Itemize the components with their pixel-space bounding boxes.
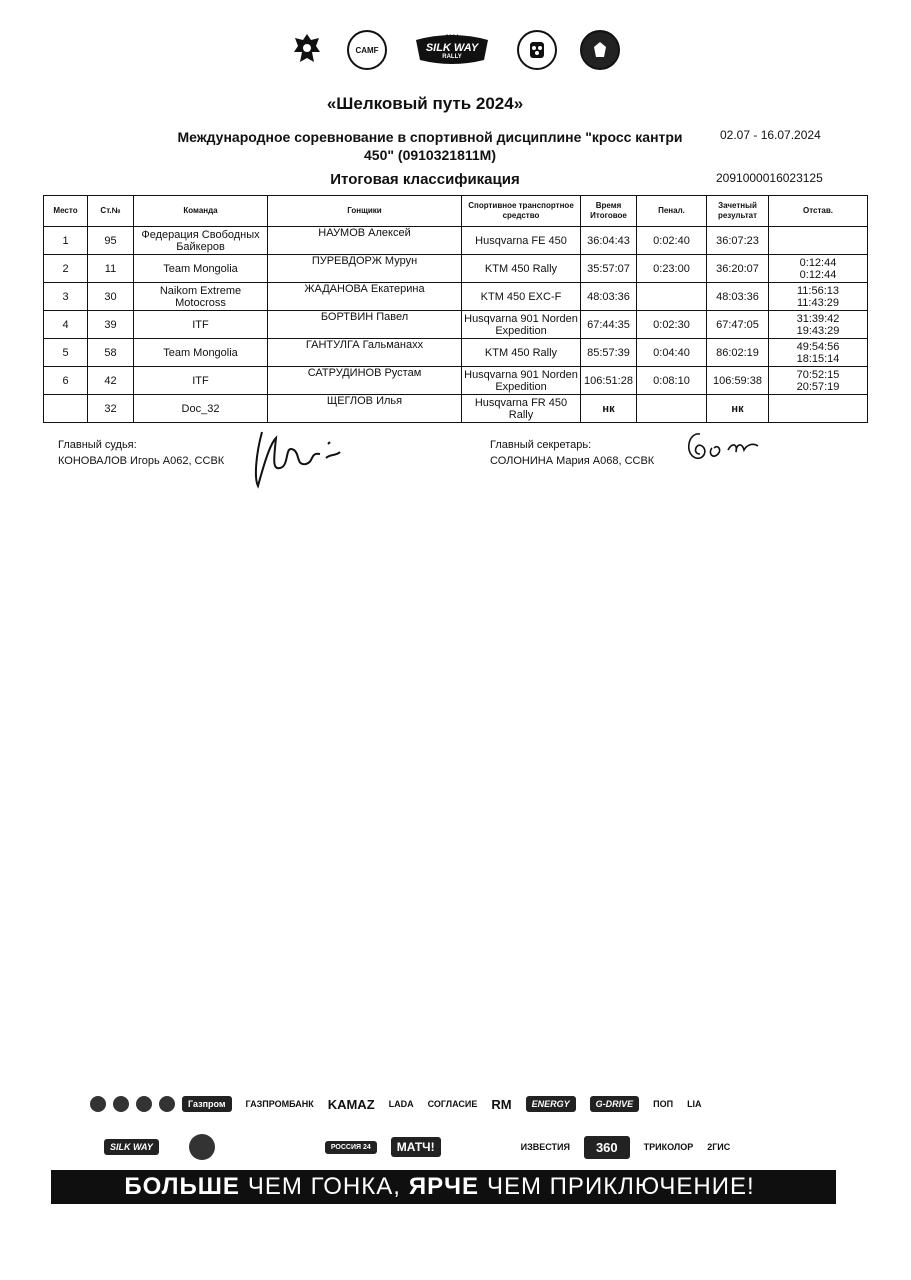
sponsor-360: 360 xyxy=(584,1136,630,1159)
cell-result: 36:20:07 xyxy=(707,255,769,283)
judge-signature xyxy=(250,424,350,490)
cell-time: 48:03:36 xyxy=(581,283,637,311)
sponsor-row-2 xyxy=(104,1134,744,1160)
table-row xyxy=(44,395,868,423)
cell-gap xyxy=(769,311,868,339)
cell-penalty xyxy=(637,395,707,423)
sponsor-silkway: SILK WAY xyxy=(104,1139,159,1155)
cell-place: 4 xyxy=(44,311,88,339)
silkway-year: 2024 xyxy=(445,35,459,41)
cell-team: ITF xyxy=(134,311,268,339)
cell-team: Team Mongolia xyxy=(134,255,268,283)
page-title: «Шелковый путь 2024» xyxy=(326,94,524,113)
cell-penalty: 0:04:40 xyxy=(637,339,707,367)
cell-vehicle: KTM 450 EXC-F xyxy=(462,283,581,311)
cell-gap xyxy=(769,395,868,423)
sponsor-rm: RM xyxy=(491,1096,512,1112)
col-gap: Отстав. xyxy=(769,196,868,227)
judge-block xyxy=(58,437,224,469)
sponsor-kamaz: KAMAZ xyxy=(327,1096,375,1112)
sponsor-pop: ПОП xyxy=(653,1099,674,1109)
cell-time: 67:44:35 xyxy=(581,311,637,339)
col-team: Команда xyxy=(134,196,268,227)
cell-number: 30 xyxy=(88,283,134,311)
cell-rider: ГАНТУЛГА Гальманахх xyxy=(268,339,462,367)
col-rider: Гонщики xyxy=(268,196,462,227)
cell-number: 42 xyxy=(88,367,134,395)
cell-vehicle: KTM 450 Rally xyxy=(462,255,581,283)
sponsor-gazprom: Газпром xyxy=(182,1096,232,1112)
sponsor-2gis: 2ГИС xyxy=(707,1142,731,1152)
sponsor-soglasie: СОГЛАСИЕ xyxy=(427,1099,478,1109)
table-row xyxy=(44,227,868,255)
cell-result: нк xyxy=(707,395,769,423)
cell-time: нк xyxy=(581,395,637,423)
cell-rider: ПУРЕВДОРЖ Мурун xyxy=(268,255,462,283)
cell-penalty: 0:02:40 xyxy=(637,227,707,255)
emblem-icon xyxy=(113,1096,129,1112)
sponsor-lada: LADA xyxy=(388,1099,414,1109)
emblem-icon xyxy=(159,1096,175,1112)
cell-number: 32 xyxy=(88,395,134,423)
cell-vehicle: Husqvarna 901 Norden Expedition xyxy=(462,367,581,395)
event-subtitle: Международное соревнование в спортивной дисциплине "кросс кантри 450" (0910321811М) xyxy=(177,129,683,163)
cell-number: 39 xyxy=(88,311,134,339)
cell-time: 85:57:39 xyxy=(581,339,637,367)
sponsor-izvestia: ИЗВЕСТИЯ xyxy=(520,1142,570,1152)
gap-previous: 0:12:44 xyxy=(799,268,837,281)
secretary-block xyxy=(490,437,654,469)
cell-time: 36:04:43 xyxy=(581,227,637,255)
col-number: Ст.№ xyxy=(88,196,134,227)
cell-team: Naikom Extreme Motocross xyxy=(134,283,268,311)
cell-result: 67:47:05 xyxy=(707,311,769,339)
gap-leader: 49:54:56 xyxy=(796,340,840,353)
sponsor-gazprombank: ГАЗПРОМБАНК xyxy=(245,1099,314,1109)
silkway-rally-logo xyxy=(410,30,494,70)
cell-penalty: 0:23:00 xyxy=(637,255,707,283)
cell-gap xyxy=(769,283,868,311)
results-table xyxy=(43,195,868,423)
cell-team: ITF xyxy=(134,367,268,395)
cell-vehicle: Husqvarna 901 Norden Expedition xyxy=(462,311,581,339)
col-vehicle: Спортивное транспортное средство xyxy=(462,196,581,227)
cell-rider: САТРУДИНОВ Рустам xyxy=(268,367,462,395)
cell-result: 48:03:36 xyxy=(707,283,769,311)
slogan-text-2: ЧЕМ ПРИКЛЮЧЕНИЕ! xyxy=(487,1173,755,1200)
cell-result: 36:07:23 xyxy=(707,227,769,255)
cell-penalty xyxy=(637,283,707,311)
cell-result: 106:59:38 xyxy=(707,367,769,395)
cell-team: Doc_32 xyxy=(134,395,268,423)
col-time: Время Итоговое xyxy=(581,196,637,227)
cell-place xyxy=(44,395,88,423)
cell-gap xyxy=(769,339,868,367)
gap-leader: 0:12:44 xyxy=(799,256,837,269)
gap-previous: 18:15:14 xyxy=(796,352,840,365)
cell-place: 6 xyxy=(44,367,88,395)
cell-result: 86:02:19 xyxy=(707,339,769,367)
document-number: 2091000016023125 xyxy=(716,171,823,185)
gap-previous: 11:43:29 xyxy=(796,296,839,309)
cell-number: 95 xyxy=(88,227,134,255)
silkway-rally: RALLY xyxy=(442,54,462,60)
silkway-name: SILK WAY xyxy=(425,42,479,54)
sponsor-match: МАТЧ! xyxy=(391,1137,441,1157)
col-result: Зачетный результат xyxy=(707,196,769,227)
sponsor-energy: ENERGY xyxy=(526,1096,576,1112)
cell-vehicle: Husqvarna FE 450 xyxy=(462,227,581,255)
slogan-bold-2: ЯРЧЕ xyxy=(408,1173,480,1200)
gap-leader: 70:52:15 xyxy=(796,368,840,381)
slogan-banner xyxy=(51,1170,836,1204)
col-penalty: Пенал. xyxy=(637,196,707,227)
cell-time: 106:51:28 xyxy=(581,367,637,395)
cell-place: 1 xyxy=(44,227,88,255)
cell-time: 35:57:07 xyxy=(581,255,637,283)
cell-place: 3 xyxy=(44,283,88,311)
sponsor-gdrive: G-DRIVE xyxy=(590,1096,640,1112)
cell-place: 5 xyxy=(44,339,88,367)
header-logos xyxy=(290,24,620,76)
emblem-icon xyxy=(90,1096,106,1112)
cell-penalty: 0:08:10 xyxy=(637,367,707,395)
table-row xyxy=(44,367,868,395)
table-row xyxy=(44,255,868,283)
cell-rider: ЩЕГЛОВ Илья xyxy=(268,395,462,423)
gap-previous: 20:57:19 xyxy=(796,380,840,393)
camf-logo-icon: CAMF xyxy=(347,30,387,70)
club-emblem-icon xyxy=(580,30,620,70)
table-row xyxy=(44,339,868,367)
classification-title: Итоговая классификация xyxy=(330,171,520,188)
table-row xyxy=(44,311,868,339)
judge-name: КОНОВАЛОВ Игорь А062, ССВК xyxy=(58,455,225,467)
cell-penalty: 0:02:30 xyxy=(637,311,707,339)
slogan-bold-1: БОЛЬШЕ xyxy=(124,1173,240,1200)
sponsor-row-1 xyxy=(90,1096,716,1112)
gap-leader: 31:39:42 xyxy=(796,312,840,325)
col-place: Место xyxy=(44,196,88,227)
judge-label: Главный судья: xyxy=(58,439,137,451)
sponsor-tricolor: ТРИКОЛОР xyxy=(643,1142,694,1152)
cell-number: 58 xyxy=(88,339,134,367)
cell-rider: НАУМОВ Алексей xyxy=(268,227,462,255)
russian-eagle-icon xyxy=(290,28,324,72)
secretary-label: Главный секретарь: xyxy=(490,439,592,451)
emblem-icon xyxy=(136,1096,152,1112)
cell-team: Team Mongolia xyxy=(134,339,268,367)
cell-rider: БОРТВИН Павел xyxy=(268,311,462,339)
sponsor-russia24: РОССИЯ 24 xyxy=(325,1141,377,1154)
sponsor-lia: LIA xyxy=(687,1099,702,1109)
cell-gap xyxy=(769,367,868,395)
cell-number: 11 xyxy=(88,255,134,283)
gap-previous: 19:43:29 xyxy=(796,324,840,337)
cell-vehicle: Husqvarna FR 450 Rally xyxy=(462,395,581,423)
cell-rider: ЖАДАНОВА Екатерина xyxy=(268,283,462,311)
cell-place: 2 xyxy=(44,255,88,283)
cell-gap xyxy=(769,227,868,255)
table-row xyxy=(44,283,868,311)
cell-gap xyxy=(769,255,868,283)
gap-leader: 11:56:13 xyxy=(796,284,839,297)
cell-team: Федерация Свободных Байкеров xyxy=(134,227,268,255)
cell-vehicle: KTM 450 Rally xyxy=(462,339,581,367)
slogan-text-1: ЧЕМ ГОНКА, xyxy=(247,1173,401,1200)
secretary-name: СОЛОНИНА Мария А068, ССВК xyxy=(490,455,655,467)
event-dates: 02.07 - 16.07.2024 xyxy=(720,128,821,142)
table-header-row xyxy=(44,196,868,227)
federation-emblem-icon xyxy=(517,30,557,70)
camf-icon xyxy=(189,1134,215,1160)
secretary-signature xyxy=(682,424,772,468)
